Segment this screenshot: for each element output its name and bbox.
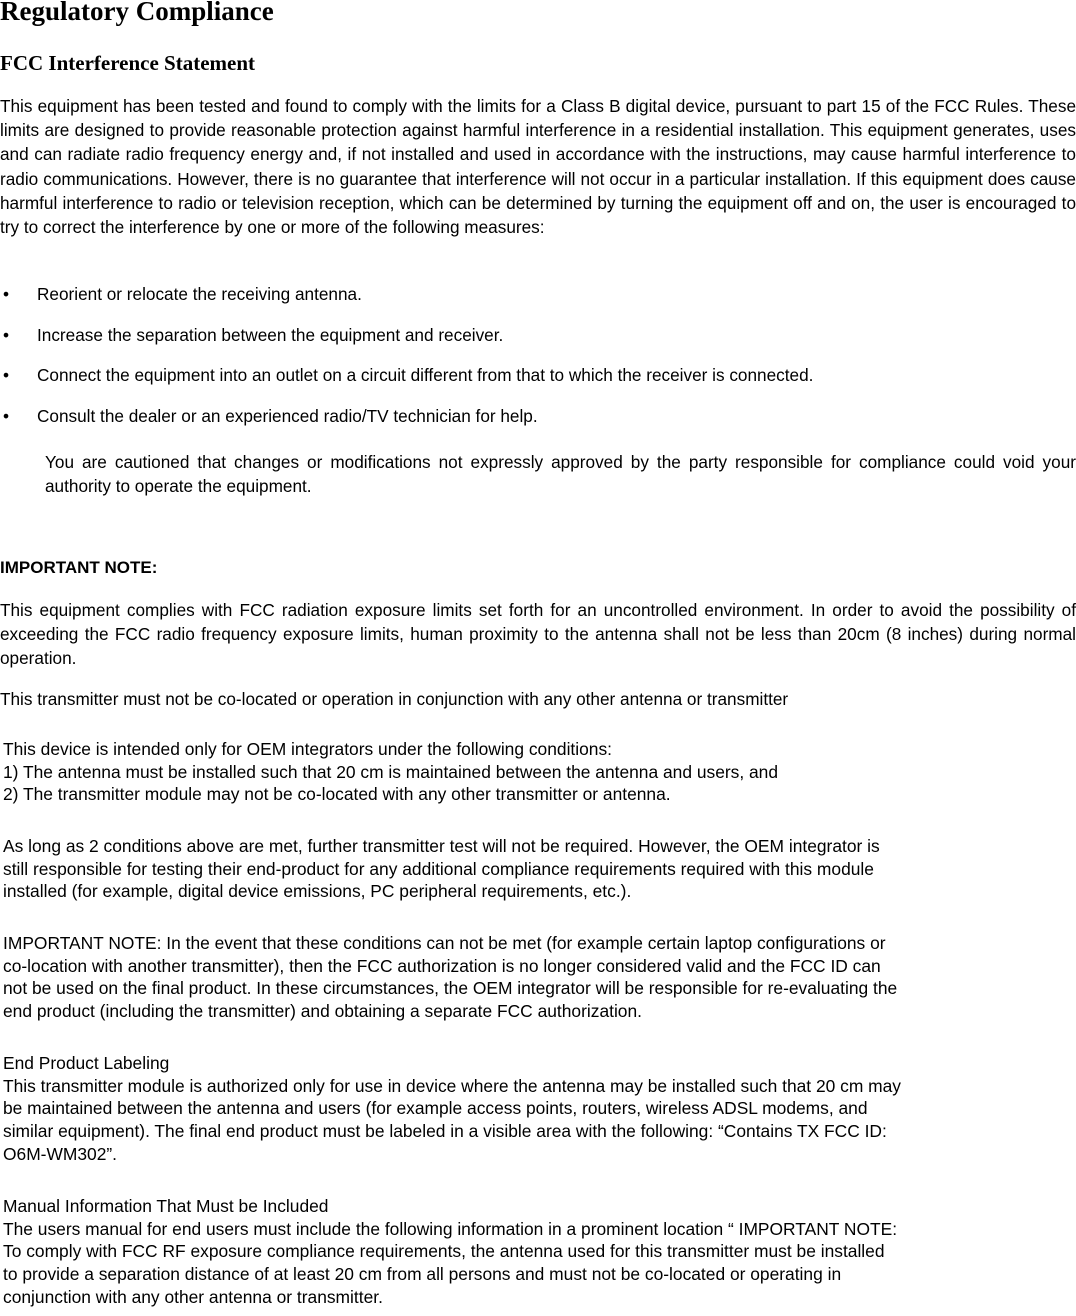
caution-paragraph: You are cautioned that changes or modifications not expressly approved by the party responsible for compliance could void your authority to operate the equipment. — [45, 452, 1076, 497]
text-line: This device is intended only for OEM integrators under the following conditions: — [3, 739, 612, 759]
text-line: As long as 2 conditions above are met, further transmitter test will not be required. However, the OEM integrator is — [3, 836, 880, 856]
measures-list — [0, 282, 1076, 444]
text-line: 2) The transmitter module may not be co-located with any other transmitter or antenna. — [3, 784, 671, 805]
text-line: similar equipment). The final end product must be labeled in a visible area with the following: “Contains TX FCC ID: — [3, 1121, 887, 1142]
text-line: still responsible for testing their end-product for any additional compliance requirements required with this module — [3, 858, 874, 879]
conditions-met-section — [3, 835, 1075, 903]
list-item — [0, 282, 1076, 306]
text-line: to provide a separation distance of at least 20 cm from all persons and must not be co-located or operating in — [3, 1264, 842, 1285]
oem-conditions-section — [3, 738, 1075, 806]
list-item — [0, 363, 1076, 387]
section-heading-fcc: FCC Interference Statement — [0, 51, 256, 75]
measure-text: Increase the separation between the equipment and receiver. — [37, 324, 504, 345]
text-line: co-location with another transmitter), then the FCC authorization is no longer considered valid and the FCC ID can — [3, 955, 881, 976]
section-label: End Product Labeling — [3, 1053, 170, 1073]
measure-text: Reorient or relocate the receiving antenna. — [37, 284, 362, 304]
text-line: O6M-WM302”. — [3, 1143, 118, 1164]
section-label: Manual Information That Must be Included — [3, 1196, 329, 1216]
important-note-event-section — [3, 932, 1075, 1023]
page-title: Regulatory Compliance — [0, 0, 274, 26]
text-line: be maintained between the antenna and users (for example access points, routers, wireless ADSL modems, and — [3, 1098, 868, 1119]
text-line: The users manual for end users must include the following information in a prominent location “ IMPORTANT NOTE: — [3, 1218, 898, 1239]
text-line: installed (for example, digital device emissions, PC peripheral requirements, etc.). — [3, 881, 632, 902]
measure-text: Connect the equipment into an outlet on a circuit different from that to which the receiver is connected. — [37, 365, 814, 385]
bullet-icon: • — [3, 284, 10, 304]
end-product-labeling-section — [3, 1052, 1075, 1166]
text-line: 1) The antenna must be installed such that 20 cm is maintained between the antenna and users, and — [3, 761, 779, 782]
intro-paragraph: This equipment has been tested and found to comply with the limits for a Class B digital device, pursuant to part 15 of the FCC Rules. These limits are designed to provide reasonable protection against harmful interference in a residential installation. This equipment generates, uses and can radiate radio frequency energy and, if not installed and used in accordance with the instructions, may cause harmful interference to radio communications. However, there is no guarantee that interference will not occur in a particular installation. If this equipment does cause harmful interference to radio or television reception, which can be determined by turning the equipment off and on, the user is encouraged to try to correct the interference by one or more of the following measures: — [0, 96, 1076, 238]
bullet-icon: • — [3, 405, 10, 426]
list-item — [0, 323, 1076, 347]
text-line: This transmitter module is authorized only for use in device where the antenna may be installed such that 20 cm may — [3, 1075, 902, 1096]
important-note-heading: IMPORTANT NOTE: — [0, 558, 158, 577]
manual-information-section — [3, 1195, 1075, 1309]
text-line: conjunction with any other antenna or transmitter. — [3, 1286, 383, 1307]
bullet-icon: • — [3, 365, 10, 385]
exposure-paragraph: This equipment complies with FCC radiation exposure limits set forth for an uncontrolled environment. In order to avoid the possibility of exceeding the FCC radio frequency exposure limits, human proximity to the antenna shall not be less than 20cm (8 inches) during normal operation. — [0, 600, 1076, 669]
text-line: To comply with FCC RF exposure compliance requirements, the antenna used for this transmitter must be installed — [3, 1241, 885, 1262]
text-line: not be used on the final product. In these circumstances, the OEM integrator will be responsible for re-evaluating the — [3, 978, 898, 999]
list-item — [0, 404, 1076, 428]
measure-text: Consult the dealer or an experienced radio/TV technician for help. — [37, 405, 538, 426]
bullet-icon: • — [3, 324, 10, 345]
colocation-paragraph: This transmitter must not be co-located or operation in conjunction with any other antenna or transmitter — [0, 689, 789, 709]
text-line: end product (including the transmitter) and obtaining a separate FCC authorization. — [3, 1001, 642, 1022]
text-line: IMPORTANT NOTE: In the event that these conditions can not be met (for example certain laptop configurations or — [3, 933, 886, 953]
